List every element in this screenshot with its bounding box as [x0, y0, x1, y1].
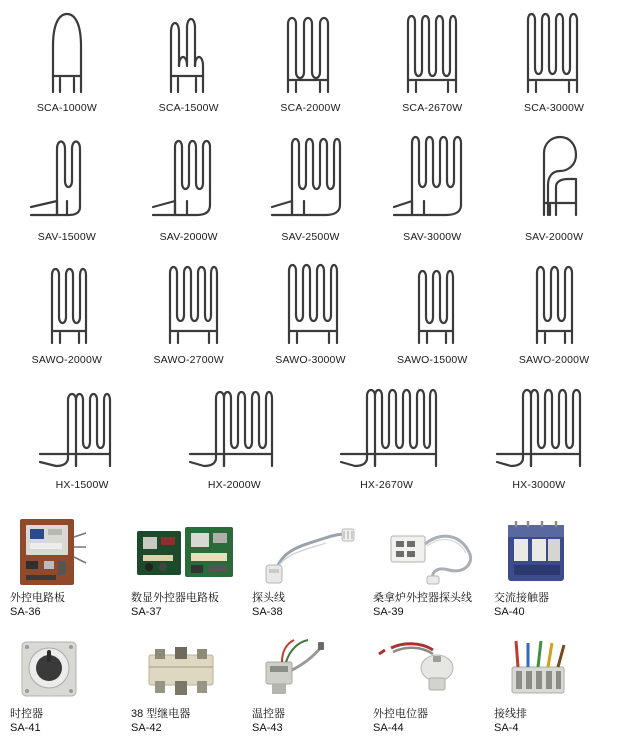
product-label: SCA-3000W: [524, 102, 585, 114]
product-label: SAV-3000W: [403, 231, 462, 243]
terminal-block-icon: [492, 631, 609, 707]
accessory-code: SA-44: [373, 722, 404, 734]
product-cell: [493, 259, 615, 366]
product-label: HX-3000W: [512, 479, 566, 491]
product-label: SAWO-2700W: [153, 354, 224, 366]
product-cell: [128, 6, 250, 114]
heating-element-icon: [266, 6, 354, 94]
relay-icon: [129, 631, 246, 707]
heating-elements-section: [0, 6, 621, 491]
product-label: SAV-2000W: [524, 231, 584, 243]
product-cell: [128, 259, 250, 366]
potentiometer-icon: [371, 631, 488, 707]
product-label: SAWO-2000W: [518, 354, 590, 366]
accessory-row: [8, 631, 613, 735]
heating-element-icon: [260, 131, 360, 223]
accessory-item: [250, 631, 371, 735]
heating-element-icon: [504, 131, 604, 223]
product-label: SCA-1500W: [158, 102, 219, 114]
heating-element-icon: [24, 259, 110, 345]
product-label: SAWO-1500W: [397, 354, 468, 366]
accessory-code: SA-39: [373, 606, 404, 618]
accessory-name: 桑拿炉外控器探头线: [373, 592, 472, 604]
product-label: SAV-2000W: [159, 231, 218, 243]
ac-contactor-icon: [492, 515, 609, 591]
product-cell: [250, 6, 372, 114]
accessory-item: [371, 515, 492, 619]
accessory-name: 交流接触器: [494, 592, 549, 604]
catalog-page: [0, 6, 621, 744]
heating-element-icon: [23, 6, 111, 94]
product-cell: [6, 131, 128, 243]
product-cell: [250, 259, 372, 366]
heater-row-sca: [6, 6, 615, 114]
accessory-labels: [8, 707, 125, 735]
accessories-section: [0, 515, 621, 735]
accessory-name: 外控电位器: [373, 708, 428, 720]
product-label: SAWO-3000W: [275, 354, 346, 366]
accessory-labels: [129, 707, 246, 735]
heating-element-icon: [146, 259, 232, 345]
product-label: HX-2000W: [207, 479, 261, 491]
product-label: SAV-2500W: [281, 231, 340, 243]
accessory-item: [250, 515, 371, 619]
thermostat-icon: [250, 631, 367, 707]
product-cell: [6, 259, 128, 366]
accessory-row: [8, 515, 613, 619]
accessory-name: 接线排: [494, 708, 527, 720]
product-cell: [158, 384, 310, 491]
accessory-name: 数显外控器电路板: [131, 592, 219, 604]
sensor-probe-cable-icon: [250, 515, 367, 591]
accessory-labels: [492, 591, 609, 619]
heating-element-icon: [22, 384, 142, 470]
product-label: SAWO-2000W: [31, 354, 103, 366]
accessory-name: 探头线: [252, 592, 285, 604]
heating-element-icon: [389, 259, 475, 345]
heating-element-icon: [388, 6, 476, 94]
accessory-item: [492, 515, 613, 619]
heating-element-icon: [479, 384, 599, 470]
accessory-labels: [371, 707, 488, 735]
accessory-labels: [8, 591, 125, 619]
product-cell: [128, 131, 250, 243]
digital-controller-board-icon: [129, 515, 246, 591]
accessory-item: [492, 631, 613, 735]
product-cell: [250, 131, 372, 243]
product-label: HX-2670W: [360, 479, 414, 491]
product-cell: [493, 131, 615, 243]
sauna-controller-probe-icon: [371, 515, 488, 591]
heating-element-icon: [145, 6, 233, 94]
timer-switch-icon: [8, 631, 125, 707]
product-cell: [6, 384, 158, 491]
product-cell: [371, 131, 493, 243]
accessory-item: [371, 631, 492, 735]
heating-element-icon: [327, 384, 447, 470]
heating-element-icon: [382, 131, 482, 223]
product-label: SCA-1000W: [36, 102, 97, 114]
product-label: HX-1500W: [55, 479, 109, 491]
accessory-code: SA-4: [494, 722, 519, 734]
accessory-item: [8, 515, 129, 619]
heating-element-icon: [17, 131, 117, 223]
accessory-name: 外控电路板: [10, 592, 65, 604]
accessory-labels: [250, 707, 367, 735]
accessory-labels: [250, 591, 367, 619]
accessory-code: SA-38: [252, 606, 283, 618]
accessory-name: 温控器: [252, 708, 285, 720]
heater-row-sav: [6, 131, 615, 243]
accessory-item: [129, 631, 250, 735]
heater-row-sawo: [6, 259, 615, 366]
heating-element-icon: [267, 259, 353, 345]
heating-element-icon: [139, 131, 239, 223]
accessory-name: 时控器: [10, 708, 43, 720]
heating-element-icon: [174, 384, 294, 470]
accessory-item: [8, 631, 129, 735]
heating-element-icon: [510, 6, 598, 94]
product-cell: [371, 259, 493, 366]
accessory-name: 38 型继电器: [131, 708, 191, 720]
product-label: SCA-2000W: [280, 102, 341, 114]
accessory-code: SA-41: [10, 722, 41, 734]
accessory-item: [129, 515, 250, 619]
heating-element-icon: [511, 259, 597, 345]
accessory-labels: [371, 591, 488, 619]
product-cell: [311, 384, 463, 491]
accessory-code: SA-40: [494, 606, 525, 618]
product-cell: [371, 6, 493, 114]
circuit-board-icon: [8, 515, 125, 591]
product-cell: [463, 384, 615, 491]
accessory-code: SA-37: [131, 606, 162, 618]
heater-row-hx: [6, 384, 615, 491]
product-label: SCA-2670W: [402, 102, 463, 114]
accessory-code: SA-36: [10, 606, 41, 618]
accessory-labels: [492, 707, 609, 735]
accessory-code: SA-42: [131, 722, 162, 734]
accessory-code: SA-43: [252, 722, 283, 734]
product-cell: [6, 6, 128, 114]
product-cell: [493, 6, 615, 114]
accessory-labels: [129, 591, 246, 619]
product-label: SAV-1500W: [37, 231, 96, 243]
